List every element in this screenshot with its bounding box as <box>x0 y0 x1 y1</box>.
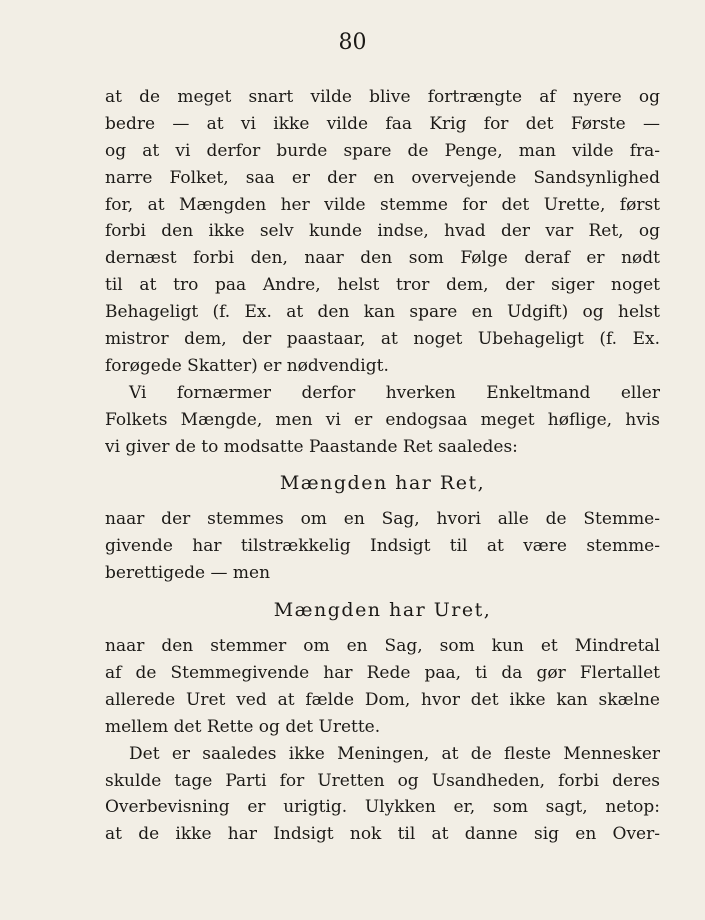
text-line: og at vi derfor burde spare de Penge, man vilde fra- <box>105 140 660 161</box>
text-line: Overbevisning er urigtig. Ulykken er, som sagt, netop: <box>105 797 660 818</box>
text-line: berettigede — men <box>105 563 271 584</box>
text-line: narre Folket, saa er der en overvejende Sandsynlighed <box>105 167 660 188</box>
text-line: mistror dem, der paastaar, at noget Ubehageligt (f. Ex. <box>105 329 660 350</box>
text-line: vi giver de to modsatte Paastande Ret saaledes: <box>105 436 518 457</box>
text-line: Behageligt (f. Ex. at den kan spare en Udgift) og helst <box>105 302 660 323</box>
text-line: af de Stemmegivende har Rede paa, ti da gør Flertallet <box>105 663 660 684</box>
text-line: bedre — at vi ikke vilde faa Krig for det Første — <box>105 113 660 134</box>
heading-block-1 <box>105 460 660 506</box>
text-line: allerede Uret ved at fælde Dom, hvor det ikke kan skælne <box>105 689 660 710</box>
text-line: at de meget snart vilde blive fortrængte af nyere og <box>105 87 660 107</box>
heading-block-2 <box>105 587 660 633</box>
paragraph-5 <box>105 741 660 849</box>
text-line: naar der stemmes om en Sag, hvori alle de Stemme- <box>105 509 660 530</box>
text-line: Det er saaledes ikke Meningen, at de fleste Mennesker <box>129 743 660 764</box>
text-line: at de ikke har Indsigt nok til at danne sig en Over- <box>105 824 660 845</box>
paragraph-4 <box>105 633 660 741</box>
page-number: 80 <box>338 30 367 55</box>
text-line: givende har tilstrækkelig Indsigt til at være stemme- <box>105 536 660 557</box>
paragraph-2 <box>105 380 660 461</box>
text-line: til at tro paa Andre, helst tror dem, der siger noget <box>105 275 660 296</box>
section-heading: Mængden har Uret, <box>273 599 492 622</box>
text-line: forøgede Skatter) er nødvendigt. <box>105 355 389 376</box>
text-line: for, at Mængden her vilde stemme for det Urette, først <box>105 194 660 215</box>
paragraph-3 <box>105 506 660 587</box>
text-line: naar den stemmer om en Sag, som kun et Mindretal <box>105 636 660 657</box>
page-body <box>105 84 660 848</box>
text-line: Folkets Mængde, men vi er endogsaa meget høflige, hvis <box>105 409 660 430</box>
section-heading: Mængden har Ret, <box>279 472 486 495</box>
text-line: dernæst forbi den, naar den som Følge deraf er nødt <box>105 248 660 269</box>
text-line: forbi den ikke selv kunde indse, hvad der var Ret, og <box>105 221 660 242</box>
text-line: skulde tage Parti for Uretten og Usandheden, forbi deres <box>105 770 660 791</box>
text-line: Vi fornærmer derfor hverken Enkeltmand eller <box>129 382 660 403</box>
text-line: mellem det Rette og det Urette. <box>105 716 381 737</box>
paragraph-1 <box>105 84 660 380</box>
